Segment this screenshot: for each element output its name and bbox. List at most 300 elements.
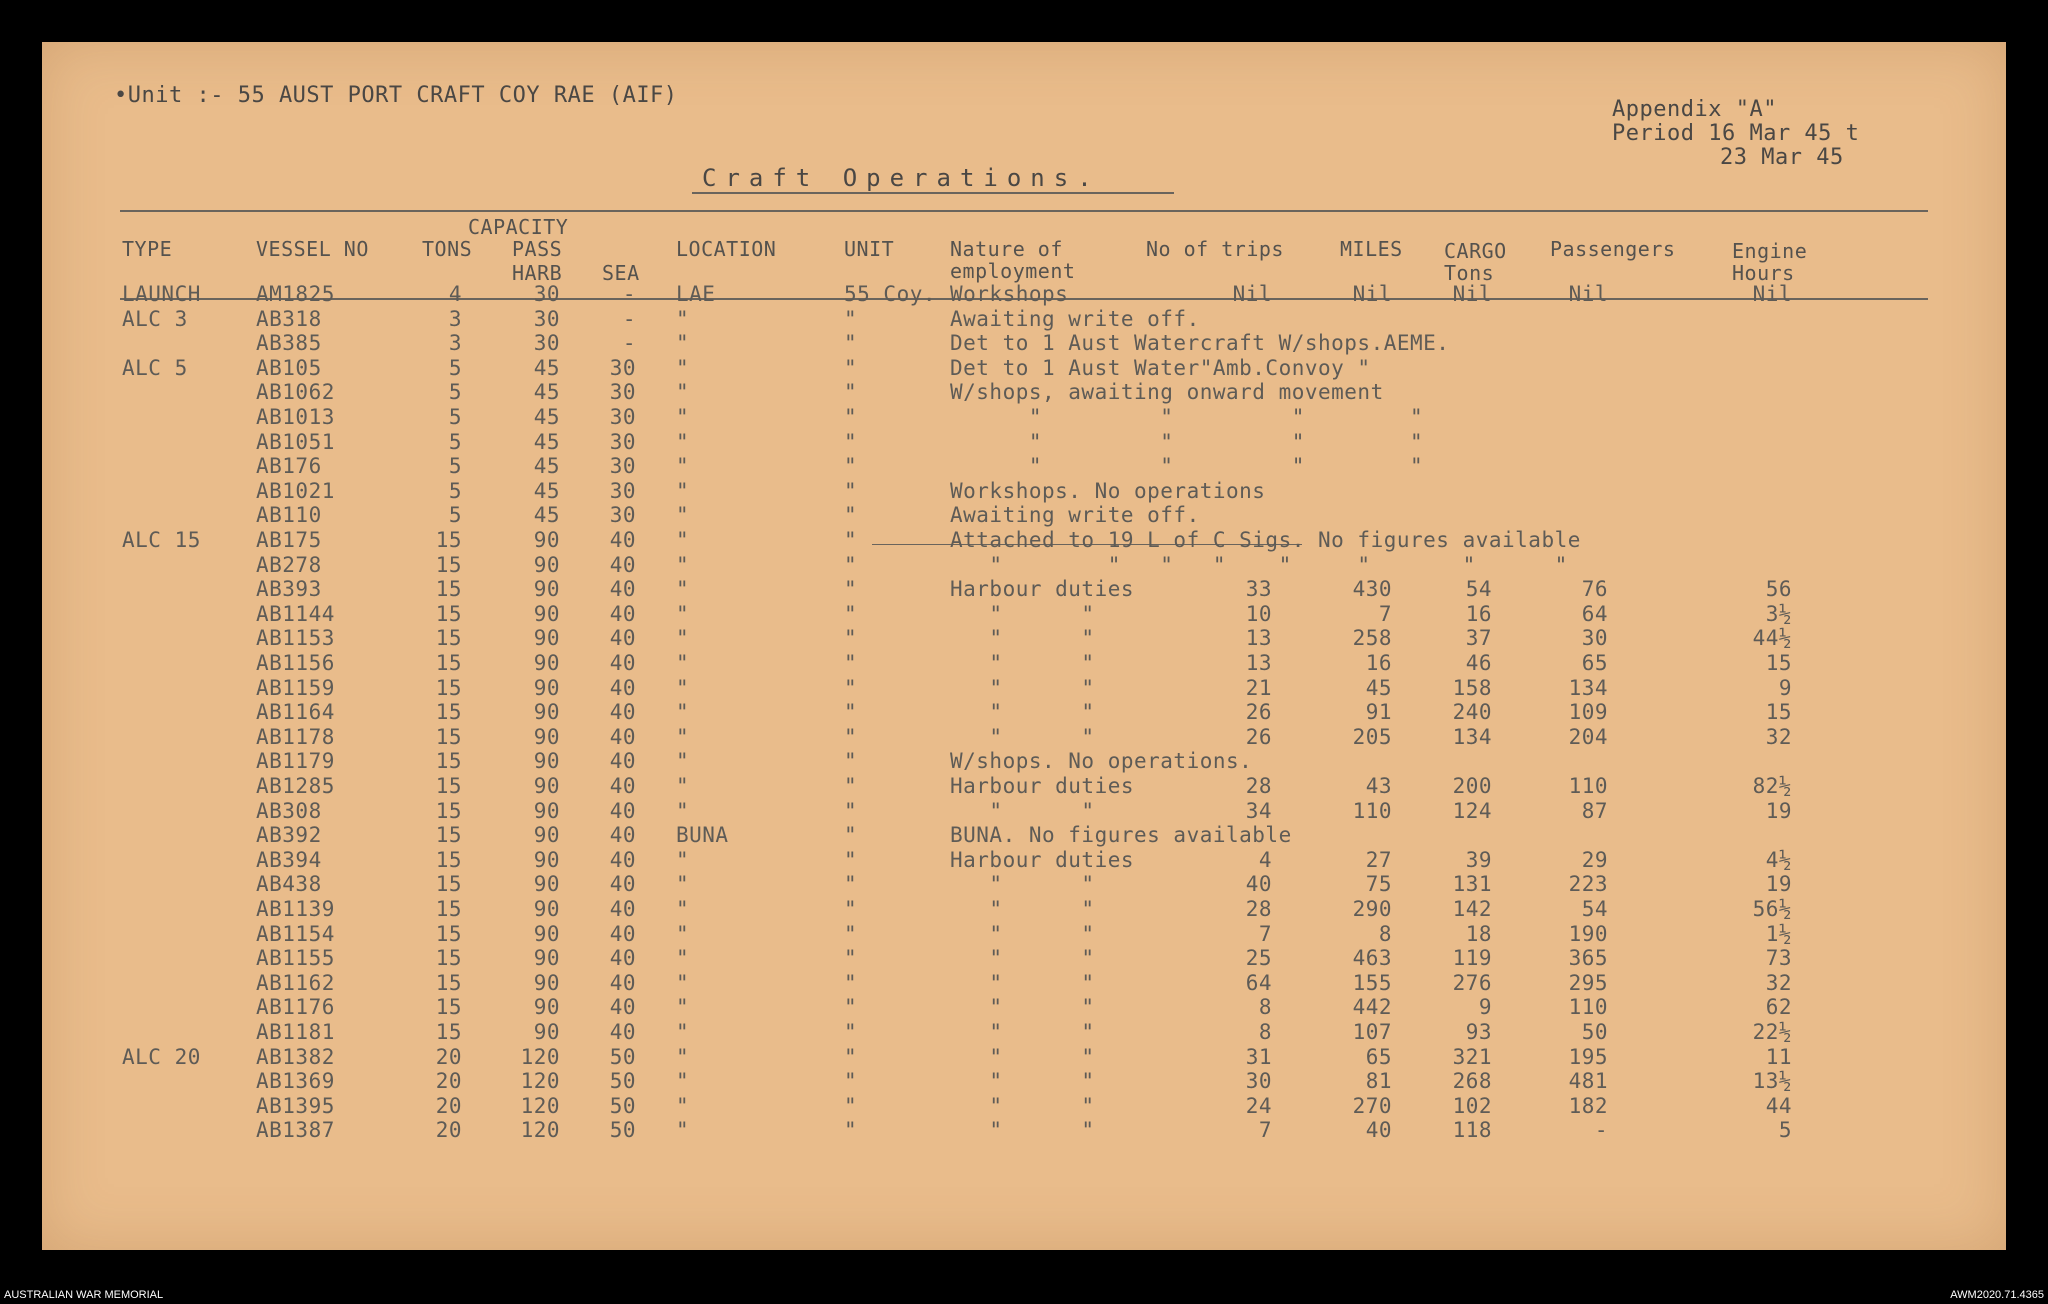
- cell-passengers: 65: [1581, 651, 1608, 675]
- cell-miles: 43: [1365, 774, 1392, 798]
- cell-sea: 30: [609, 429, 636, 454]
- cell-unit: ": [844, 331, 858, 356]
- cell-sea: 40: [609, 601, 636, 626]
- cell-sea: 50: [609, 1069, 636, 1094]
- cell-miles: 430: [1352, 577, 1392, 602]
- cell-nature: BUNA. No figures available: [950, 823, 1292, 848]
- cell-tons: 3: [448, 306, 462, 331]
- cell-vessel: AB1153: [256, 626, 335, 651]
- cell-tons: 5: [448, 503, 462, 528]
- cell-vessel: AB318: [256, 306, 322, 331]
- cell-vessel: AB1285: [256, 774, 335, 798]
- cell-nature: W/shops, awaiting onward movement: [950, 380, 1384, 405]
- cell-harb: 45: [533, 355, 560, 380]
- cell-nature: " ": [950, 1044, 1095, 1069]
- cell-tons: 5: [448, 380, 462, 405]
- cell-cargo: 158: [1452, 675, 1492, 700]
- cell-sea: 40: [609, 897, 636, 921]
- cell-nature: " ": [950, 675, 1095, 700]
- cell-engine-hours: 44: [1765, 1093, 1792, 1118]
- cell-miles: 91: [1365, 700, 1392, 725]
- cell-miles: 107: [1352, 1020, 1392, 1044]
- cell-harb: 90: [533, 774, 560, 798]
- cell-trips: 30: [1245, 1069, 1272, 1094]
- cell-unit: ": [844, 577, 858, 602]
- cell-vessel: AB394: [256, 847, 322, 872]
- cell-unit: ": [844, 552, 858, 577]
- cell-cargo: 118: [1452, 1118, 1492, 1143]
- appendix-label: Appendix "A": [1612, 97, 1777, 122]
- cell-tons: 15: [435, 847, 462, 872]
- cell-harb: 45: [533, 454, 560, 479]
- cell-harb: 90: [533, 1020, 560, 1044]
- cell-unit: ": [844, 970, 858, 995]
- cell-unit: ": [844, 405, 858, 429]
- cell-vessel: AB1176: [256, 995, 335, 1020]
- cell-trips: 24: [1245, 1093, 1272, 1118]
- cell-miles: 75: [1365, 872, 1392, 897]
- cell-engine-hours: 32: [1765, 724, 1792, 749]
- cell-harb: 30: [533, 306, 560, 331]
- cell-cargo: 131: [1452, 872, 1492, 897]
- cell-sea: 40: [609, 921, 636, 946]
- cell-sea: 40: [609, 675, 636, 700]
- col-cargo-1: CARGO: [1444, 239, 1507, 263]
- cell-trips: 25: [1245, 946, 1272, 971]
- cell-type: LAUNCH: [122, 282, 201, 306]
- cell-passengers: 109: [1568, 700, 1608, 725]
- cell-tons: 15: [435, 970, 462, 995]
- cell-unit: ": [844, 626, 858, 651]
- cell-unit: ": [844, 946, 858, 971]
- cell-harb: 45: [533, 380, 560, 405]
- cell-location: ": [676, 1093, 690, 1118]
- cell-vessel: AB1156: [256, 651, 335, 675]
- cell-unit: ": [844, 847, 858, 872]
- cell-engine-hours: 19: [1765, 798, 1792, 823]
- cell-cargo: 200: [1452, 774, 1492, 798]
- cell-trips: 64: [1245, 970, 1272, 995]
- cell-harb: 90: [533, 528, 560, 552]
- cell-unit: ": [844, 651, 858, 675]
- cell-vessel: AB392: [256, 823, 322, 848]
- unit-heading: •Unit :- 55 AUST PORT CRAFT COY RAE (AIF): [114, 83, 678, 108]
- cell-engine-hours: 19: [1765, 872, 1792, 897]
- cell-vessel: AB1051: [256, 429, 335, 454]
- cell-location: ": [676, 331, 690, 356]
- cell-location: ": [676, 355, 690, 380]
- cell-location: LAE: [676, 282, 716, 306]
- cell-sea: 40: [609, 577, 636, 602]
- cell-cargo: 93: [1465, 1020, 1492, 1044]
- cell-vessel: AB1013: [256, 405, 335, 429]
- cell-cargo: 119: [1452, 946, 1492, 971]
- cell-passengers: 182: [1568, 1093, 1608, 1118]
- cell-passengers: 54: [1581, 897, 1608, 921]
- cell-cargo: 321: [1452, 1044, 1492, 1069]
- cell-vessel: AB438: [256, 872, 322, 897]
- period-line-1: Period 16 Mar 45 t: [1612, 121, 1860, 146]
- cell-tons: 15: [435, 1020, 462, 1044]
- cell-nature: Det to 1 Aust Water"Amb.Convoy ": [950, 355, 1371, 380]
- cell-sea: -: [622, 331, 636, 356]
- cell-engine-hours: 4½: [1765, 847, 1792, 872]
- cell-tons: 15: [435, 700, 462, 725]
- cell-unit: ": [844, 1069, 858, 1094]
- cell-location: ": [676, 995, 690, 1020]
- cell-location: ": [676, 1044, 690, 1069]
- col-passengers: Passengers: [1550, 237, 1676, 261]
- cell-nature: Det to 1 Aust Watercraft W/shops.AEME.: [950, 331, 1450, 356]
- cell-engine-hours: 11: [1765, 1044, 1792, 1069]
- cell-sea: 40: [609, 946, 636, 971]
- col-miles: MILES: [1340, 237, 1403, 261]
- cell-passengers: 30: [1581, 626, 1608, 651]
- cell-nature: Workshops: [950, 282, 1069, 306]
- cell-harb: 90: [533, 675, 560, 700]
- cell-location: ": [676, 970, 690, 995]
- cell-unit: ": [844, 503, 858, 528]
- cell-engine-hours: 9: [1778, 675, 1792, 700]
- cell-nature: " ": [950, 700, 1095, 725]
- cell-trips: 10: [1245, 601, 1272, 626]
- cell-miles: 65: [1365, 1044, 1392, 1069]
- cell-tons: 15: [435, 675, 462, 700]
- cell-passengers: 87: [1581, 798, 1608, 823]
- cell-location: ": [676, 1118, 690, 1143]
- cell-cargo: 134: [1452, 724, 1492, 749]
- cell-tons: 20: [435, 1069, 462, 1094]
- col-type: TYPE: [122, 237, 173, 261]
- cell-harb: 90: [533, 946, 560, 971]
- cell-cargo: 37: [1465, 626, 1492, 651]
- cell-harb: 90: [533, 552, 560, 577]
- cell-sea: 40: [609, 749, 636, 774]
- cell-sea: 30: [609, 454, 636, 479]
- cell-sea: -: [622, 282, 636, 306]
- cell-sea: 30: [609, 503, 636, 528]
- cell-nature: " " " " " " " ": [950, 552, 1568, 577]
- cell-tons: 15: [435, 798, 462, 823]
- cell-vessel: AB1179: [256, 749, 335, 774]
- cell-harb: 90: [533, 700, 560, 725]
- cell-unit: ": [844, 749, 858, 774]
- cell-engine-hours: 5: [1778, 1118, 1792, 1143]
- cell-sea: 40: [609, 823, 636, 848]
- cell-unit: ": [844, 478, 858, 503]
- cell-miles: 442: [1352, 995, 1392, 1020]
- cell-nature: " ": [950, 897, 1095, 921]
- cell-cargo: 276: [1452, 970, 1492, 995]
- cell-unit: ": [844, 700, 858, 725]
- cell-passengers: 365: [1568, 946, 1608, 971]
- cell-vessel: AB1181: [256, 1020, 335, 1044]
- cell-nature: Awaiting write off.: [950, 503, 1200, 528]
- cell-miles: 463: [1352, 946, 1392, 971]
- cell-vessel: AB175: [256, 528, 322, 552]
- cell-trips: 21: [1245, 675, 1272, 700]
- cell-vessel: AM1825: [256, 282, 335, 306]
- cell-unit: ": [844, 1118, 858, 1143]
- cell-miles: 16: [1365, 651, 1392, 675]
- cell-trips: 8: [1258, 995, 1272, 1020]
- cell-location: ": [676, 454, 690, 479]
- cell-location: ": [676, 1069, 690, 1094]
- cell-harb: 90: [533, 921, 560, 946]
- cell-tons: 20: [435, 1118, 462, 1143]
- cell-nature: Harbour duties: [950, 577, 1135, 602]
- header-top-rule: [120, 210, 1928, 212]
- cell-passengers: 64: [1581, 601, 1608, 626]
- cell-cargo: 124: [1452, 798, 1492, 823]
- cell-miles: 270: [1352, 1093, 1392, 1118]
- cell-location: ": [676, 405, 690, 429]
- cell-harb: 90: [533, 847, 560, 872]
- cell-engine-hours: 1½: [1765, 921, 1792, 946]
- cell-vessel: AB1382: [256, 1044, 335, 1069]
- cell-trips: 28: [1245, 897, 1272, 921]
- col-location: LOCATION: [676, 237, 777, 261]
- cell-sea: 40: [609, 700, 636, 725]
- cell-location: ": [676, 429, 690, 454]
- cell-harb: 90: [533, 872, 560, 897]
- cell-tons: 15: [435, 995, 462, 1020]
- cell-tons: 15: [435, 528, 462, 552]
- cell-vessel: AB1178: [256, 724, 335, 749]
- cell-vessel: AB1154: [256, 921, 335, 946]
- cell-miles: 81: [1365, 1069, 1392, 1094]
- cell-unit: ": [844, 429, 858, 454]
- cell-trips: 26: [1245, 700, 1272, 725]
- cell-harb: 90: [533, 601, 560, 626]
- cell-harb: 90: [533, 651, 560, 675]
- cell-cargo: 240: [1452, 700, 1492, 725]
- cell-nature: " ": [950, 601, 1095, 626]
- col-cargo-2: Tons: [1444, 261, 1495, 285]
- cell-sea: -: [622, 306, 636, 331]
- cell-sea: 40: [609, 872, 636, 897]
- cell-harb: 30: [533, 331, 560, 356]
- cell-engine-hours: 56: [1765, 577, 1792, 602]
- cell-engine-hours: 3½: [1765, 601, 1792, 626]
- cell-harb: 45: [533, 478, 560, 503]
- cell-cargo: 39: [1465, 847, 1492, 872]
- cell-harb: 45: [533, 503, 560, 528]
- cell-tons: 15: [435, 626, 462, 651]
- cell-harb: 45: [533, 429, 560, 454]
- cell-trips: Nil: [1232, 282, 1272, 306]
- cell-sea: 50: [609, 1044, 636, 1069]
- cell-passengers: 195: [1568, 1044, 1608, 1069]
- cell-harb: 90: [533, 626, 560, 651]
- cell-harb: 90: [533, 577, 560, 602]
- cell-vessel: AB1062: [256, 380, 335, 405]
- cell-miles: 8: [1378, 921, 1392, 946]
- cell-unit: ": [844, 872, 858, 897]
- cell-passengers: Nil: [1568, 282, 1608, 306]
- cell-sea: 30: [609, 355, 636, 380]
- cell-location: ": [676, 897, 690, 921]
- cell-tons: 15: [435, 946, 462, 971]
- cell-harb: 120: [520, 1044, 560, 1069]
- cell-miles: Nil: [1352, 282, 1392, 306]
- cell-harb: 90: [533, 897, 560, 921]
- cell-trips: 4: [1258, 847, 1272, 872]
- cell-tons: 5: [448, 478, 462, 503]
- cell-vessel: AB1395: [256, 1093, 335, 1118]
- cell-vessel: AB105: [256, 355, 322, 380]
- cell-miles: 110: [1352, 798, 1392, 823]
- cell-nature: " ": [950, 1020, 1095, 1044]
- cell-sea: 40: [609, 970, 636, 995]
- col-pass: PASS: [512, 237, 563, 261]
- cell-nature: W/shops. No operations.: [950, 749, 1253, 774]
- cell-cargo: 54: [1465, 577, 1492, 602]
- cell-nature: " ": [950, 1093, 1095, 1118]
- cell-unit: ": [844, 528, 858, 552]
- cell-sea: 50: [609, 1118, 636, 1143]
- cell-passengers: 223: [1568, 872, 1608, 897]
- cell-unit: ": [844, 601, 858, 626]
- cell-sea: 40: [609, 995, 636, 1020]
- cell-passengers: 50: [1581, 1020, 1608, 1044]
- cell-tons: 15: [435, 897, 462, 921]
- cell-harb: 30: [533, 282, 560, 306]
- cell-trips: 13: [1245, 651, 1272, 675]
- cell-cargo: 102: [1452, 1093, 1492, 1118]
- cell-trips: 26: [1245, 724, 1272, 749]
- cell-vessel: AB176: [256, 454, 322, 479]
- cell-engine-hours: 22½: [1752, 1020, 1792, 1044]
- cell-passengers: 134: [1568, 675, 1608, 700]
- cell-tons: 15: [435, 552, 462, 577]
- cell-tons: 15: [435, 601, 462, 626]
- col-sea: SEA: [602, 261, 640, 285]
- cell-passengers: 29: [1581, 847, 1608, 872]
- cell-passengers: 110: [1568, 995, 1608, 1020]
- cell-nature: " ": [950, 626, 1095, 651]
- cell-passengers: 204: [1568, 724, 1608, 749]
- cell-unit: ": [844, 1020, 858, 1044]
- cell-miles: 40: [1365, 1118, 1392, 1143]
- cell-passengers: 190: [1568, 921, 1608, 946]
- cell-nature: " ": [950, 946, 1095, 971]
- cell-type: ALC 20: [122, 1044, 201, 1069]
- cell-location: ": [676, 577, 690, 602]
- cell-unit: ": [844, 1093, 858, 1118]
- cell-nature: " ": [950, 872, 1095, 897]
- cell-engine-hours: 32: [1765, 970, 1792, 995]
- cell-sea: 40: [609, 774, 636, 798]
- cell-sea: 30: [609, 405, 636, 429]
- cell-trips: 13: [1245, 626, 1272, 651]
- cell-engine-hours: 44½: [1752, 626, 1792, 651]
- cell-nature: " ": [950, 1118, 1095, 1143]
- cell-tons: 15: [435, 724, 462, 749]
- cell-harb: 90: [533, 798, 560, 823]
- cell-passengers: -: [1594, 1118, 1608, 1143]
- document-page: [42, 42, 2006, 1250]
- cell-sea: 40: [609, 651, 636, 675]
- cell-vessel: AB1155: [256, 946, 335, 971]
- cell-harb: 45: [533, 405, 560, 429]
- col-trips: No of trips: [1146, 237, 1284, 261]
- cell-type: ALC 15: [122, 528, 201, 552]
- cell-location: ": [676, 675, 690, 700]
- cell-location: ": [676, 1020, 690, 1044]
- col-vessel: VESSEL NO: [256, 237, 369, 261]
- title-underline: [692, 192, 1174, 194]
- cell-location: ": [676, 921, 690, 946]
- cell-location: ": [676, 798, 690, 823]
- cell-location: ": [676, 601, 690, 626]
- cell-unit: ": [844, 897, 858, 921]
- cell-trips: 8: [1258, 1020, 1272, 1044]
- cell-sea: 40: [609, 552, 636, 577]
- cell-sea: 40: [609, 1020, 636, 1044]
- cell-unit: ": [844, 454, 858, 479]
- cell-passengers: 76: [1581, 577, 1608, 602]
- cell-location: ": [676, 946, 690, 971]
- cell-cargo: 18: [1465, 921, 1492, 946]
- cell-passengers: 481: [1568, 1069, 1608, 1094]
- cell-tons: 3: [448, 331, 462, 356]
- cell-nature: " ": [950, 724, 1095, 749]
- cell-tons: 15: [435, 774, 462, 798]
- page-title: Craft Operations.: [702, 164, 1101, 192]
- cell-nature: Harbour duties: [950, 847, 1135, 872]
- cell-vessel: AB385: [256, 331, 322, 356]
- cell-unit: ": [844, 675, 858, 700]
- cell-unit: ": [844, 1044, 858, 1069]
- cell-location: ": [676, 306, 690, 331]
- cell-unit: 55 Coy.: [844, 282, 937, 306]
- cell-type: ALC 3: [122, 306, 188, 331]
- cell-miles: 155: [1352, 970, 1392, 995]
- cell-passengers: 110: [1568, 774, 1608, 798]
- cell-harb: 90: [533, 970, 560, 995]
- cell-tons: 4: [448, 282, 462, 306]
- cell-vessel: AB1144: [256, 601, 335, 626]
- col-nature-2: employment: [950, 259, 1076, 283]
- cell-trips: 7: [1258, 1118, 1272, 1143]
- cell-vessel: AB1369: [256, 1069, 335, 1094]
- cell-miles: 290: [1352, 897, 1392, 921]
- cell-location: ": [676, 774, 690, 798]
- cell-miles: 27: [1365, 847, 1392, 872]
- cell-tons: 5: [448, 454, 462, 479]
- cell-vessel: AB1021: [256, 478, 335, 503]
- cell-vessel: AB1139: [256, 897, 335, 921]
- col-capacity: CAPACITY: [468, 215, 569, 239]
- cell-cargo: 268: [1452, 1069, 1492, 1094]
- cell-sea: 30: [609, 478, 636, 503]
- period-line-2: 23 Mar 45: [1720, 145, 1844, 170]
- cell-location: ": [676, 872, 690, 897]
- cell-nature: Workshops. No operations: [950, 478, 1266, 503]
- cell-nature: " " " ": [950, 454, 1424, 479]
- cell-tons: 20: [435, 1044, 462, 1069]
- cell-sea: 30: [609, 380, 636, 405]
- cell-location: ": [676, 651, 690, 675]
- cell-location: ": [676, 503, 690, 528]
- cell-engine-hours: Nil: [1752, 282, 1792, 306]
- col-tons: TONS: [422, 237, 473, 261]
- cell-location: BUNA: [676, 823, 729, 848]
- cell-trips: 7: [1258, 921, 1272, 946]
- cell-unit: ": [844, 823, 858, 848]
- col-unit: UNIT: [844, 237, 895, 261]
